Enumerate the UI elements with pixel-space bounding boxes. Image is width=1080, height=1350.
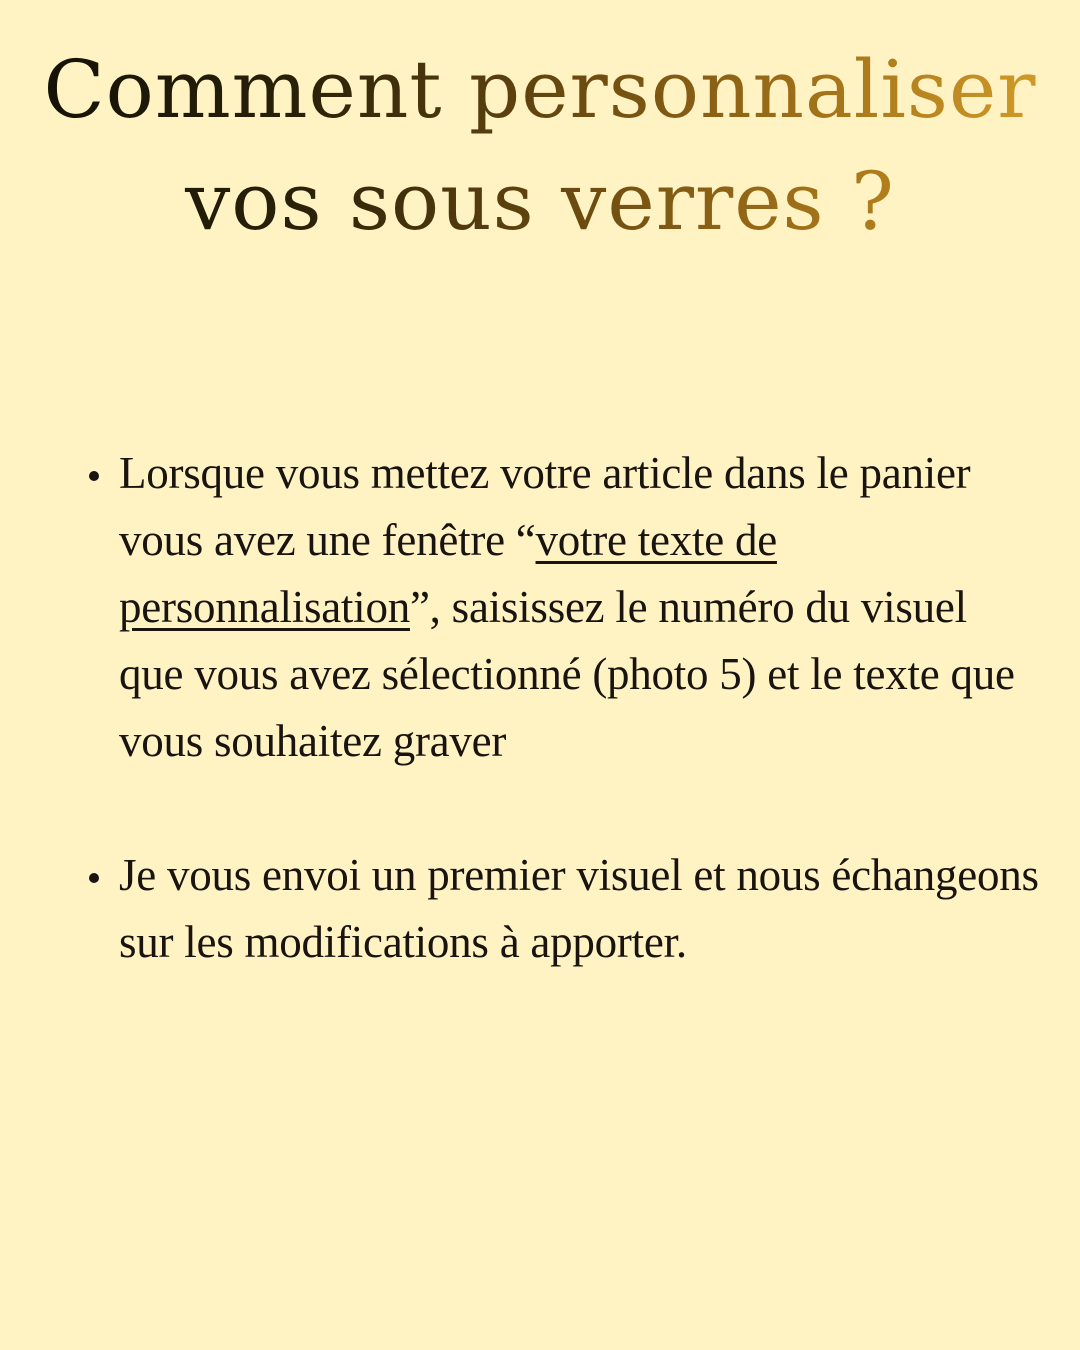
- instruction-list: [82, 440, 1042, 976]
- title-line-2: vos sous verres ?: [185, 155, 895, 248]
- instruction-text-before-link: Lorsque vous mettez votre article dans le panier vous avez une fenêtre “: [119, 448, 971, 565]
- list-item: [82, 440, 1042, 775]
- title-line-1: Comment personnaliser: [43, 43, 1037, 136]
- instruction-text: Je vous envoi un premier visuel et nous échangeons sur les modifications à apporter.: [119, 850, 1039, 967]
- personalization-text-link[interactable]: votre texte de personnalisation: [119, 515, 777, 632]
- list-item: [82, 842, 1042, 976]
- instruction-text-after-link: ”, saisissez le numéro du visuel que vous avez sélectionné (photo 5) et le texte que vous souhaitez graver: [119, 582, 1015, 766]
- bullet-dot-icon: [89, 471, 99, 481]
- page-title: [0, 34, 1080, 258]
- bullet-dot-icon: [89, 873, 99, 883]
